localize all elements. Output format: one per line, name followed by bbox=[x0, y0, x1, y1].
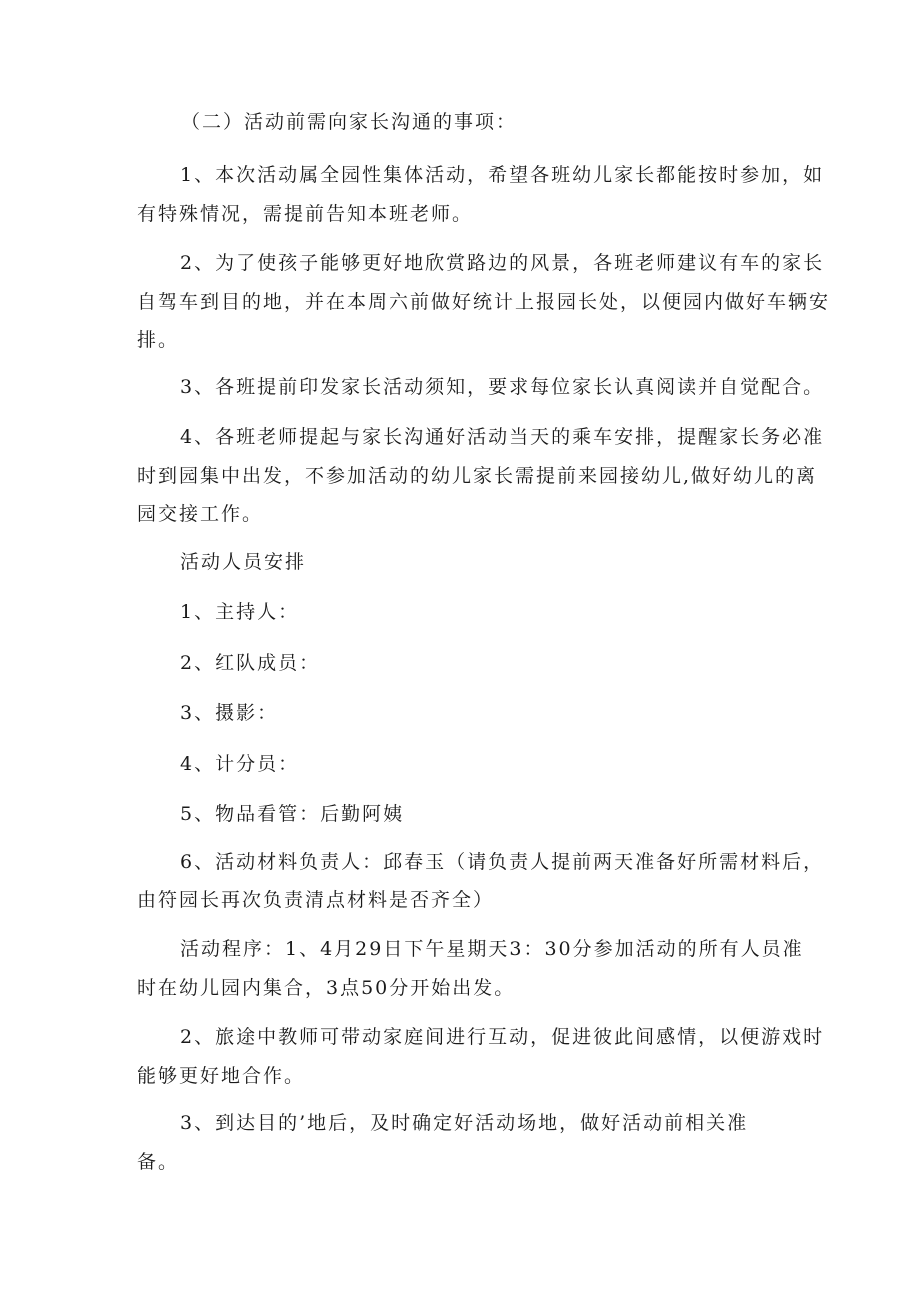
list-item: 3、摄影： bbox=[180, 702, 279, 724]
paragraph-line: 由符园长再次负责清点材料是否齐全） bbox=[137, 889, 495, 911]
paragraph-line: 备。 bbox=[137, 1151, 180, 1173]
list-item: 2、红队成员： bbox=[180, 652, 321, 674]
section-heading: （二）活动前需向家长沟通的事项： bbox=[181, 111, 518, 133]
list-item: 4、计分员： bbox=[180, 753, 300, 775]
list-item: 5、物品看管：后勤阿姨 bbox=[180, 803, 405, 825]
paragraph-line: 能够更好地合作。 bbox=[137, 1065, 306, 1087]
paragraph-line: 2、旅途中教师可带动家庭间进行互动，促进彼此间感情，以便游戏时 bbox=[180, 1026, 825, 1048]
paragraph-line: 时到园集中出发，不参加活动的幼儿家长需提前来园接幼儿,做好幼儿的离 bbox=[137, 465, 818, 487]
paragraph-line: 6、活动材料负责人：邱春玉（请负责人提前两天准备好所需材料后， bbox=[180, 851, 825, 873]
paragraph-line: 2、为了使孩子能够更好地欣赏路边的风景，各班老师建议有车的家长 bbox=[180, 252, 825, 274]
paragraph-line: 自驾车到目的地，并在本周六前做好统计上报园长处，以便园内做好车辆安 bbox=[137, 291, 831, 313]
list-item: 1、主持人： bbox=[180, 601, 300, 623]
paragraph-line: 4、各班老师提起与家长沟通好活动当天的乘车安排，提醒家长务必准 bbox=[180, 426, 825, 448]
paragraph-line: 1、本次活动属全园性集体活动，希望各班幼儿家长都能按时参加，如 bbox=[180, 164, 825, 186]
section-heading: 活动人员安排 bbox=[180, 551, 307, 573]
paragraph-line: 活动程序：1、4月29日下午星期天3：30分参加活动的所有人员准 bbox=[180, 938, 804, 960]
paragraph-line: 时在幼儿园内集合，3点50分开始出发。 bbox=[137, 977, 516, 999]
paragraph-line: 3、到达目的’地后，及时确定好活动场地，做好活动前相关准 bbox=[180, 1112, 749, 1134]
paragraph-line: 有特殊情况，需提前告知本班老师。 bbox=[137, 203, 474, 225]
paragraph-line: 园交接工作。 bbox=[137, 503, 264, 525]
paragraph-line: 3、各班提前印发家长活动须知，要求每位家长认真阅读并自觉配合。 bbox=[180, 376, 825, 398]
paragraph-line: 排。 bbox=[137, 329, 180, 351]
